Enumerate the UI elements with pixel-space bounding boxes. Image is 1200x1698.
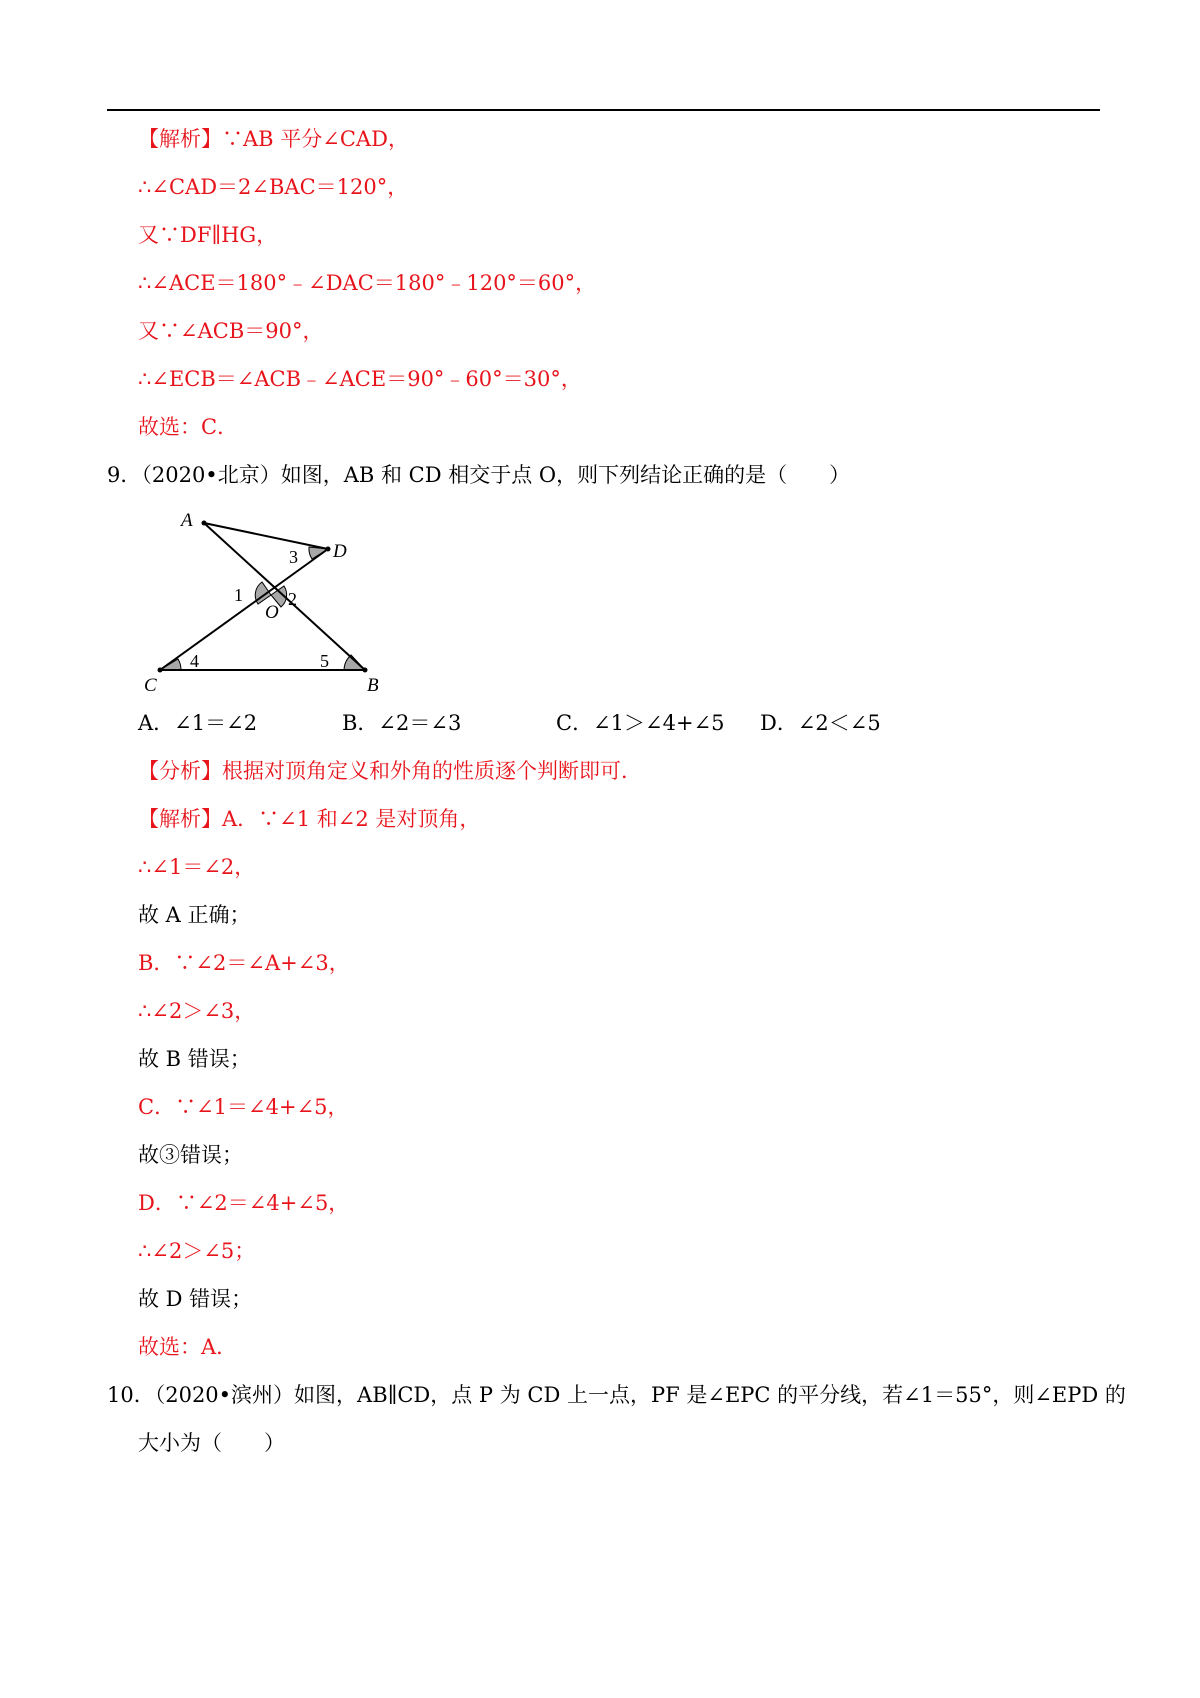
label-D: D: [333, 541, 347, 562]
label-angle-2: 2: [288, 589, 297, 609]
solution-tag: 【解析】: [138, 127, 222, 151]
question-10-stem-continued: 大小为（ ）: [138, 1431, 285, 1455]
solution-line: ∴∠CAD＝2∠BAC＝120°，: [138, 175, 409, 199]
solution-line: ∴∠2＞∠5；: [138, 1239, 256, 1263]
solution-line: D．∵∠2＝∠4+∠5，: [138, 1191, 350, 1215]
solution-line: 故 D 错误；: [138, 1287, 253, 1311]
solution-line: B．∵∠2＝∠A+∠3，: [138, 951, 350, 975]
analysis-line: [138, 756, 642, 786]
header-rule: [107, 109, 1100, 111]
point-A: [202, 521, 207, 526]
solution-line: 故 B 错误；: [138, 1047, 251, 1071]
solution-line: 又∵∠ACB＝90°，: [138, 319, 324, 343]
segment-CD: [160, 549, 328, 670]
label-C: C: [144, 675, 157, 695]
option-a: A．∠1＝∠2: [138, 711, 258, 735]
solution-line: ∴∠ECB＝∠ACB﹣∠ACE＝90°﹣60°＝30°，: [138, 367, 582, 391]
analysis-tag: 【分析】: [138, 759, 222, 783]
label-angle-3: 3: [289, 547, 298, 567]
solution-text: ∵AB 平分∠CAD，: [222, 127, 409, 151]
solution-line: ∴∠1＝∠2，: [138, 855, 256, 879]
label-angle-1: 1: [234, 585, 243, 605]
option-b: B．∠2＝∠3: [342, 711, 462, 735]
solution-line: 故 A 正确；: [138, 903, 251, 927]
question-10-stem: 10．（2020•滨州）如图，AB∥CD，点 P 为 CD 上一点，PF 是∠EPC 的平分线，若∠1＝55°，则∠EPD 的: [107, 1383, 1126, 1407]
answer-line: 故选：A．: [138, 1335, 238, 1359]
segment-AD: [204, 523, 328, 549]
option-c: C．∠1＞∠4+∠5: [556, 711, 725, 735]
label-O: O: [265, 602, 279, 623]
solution-line: ∴∠ACE＝180°﹣∠DAC＝180°﹣120°＝60°，: [138, 271, 597, 295]
option-d: D．∠2＜∠5: [760, 711, 881, 735]
label-angle-5: 5: [320, 651, 329, 671]
label-angle-4: 4: [190, 651, 199, 671]
analysis-text: 根据对顶角定义和外角的性质逐个判断即可．: [222, 759, 642, 783]
label-A: A: [181, 510, 193, 531]
solution-tag: 【解析】: [138, 807, 222, 831]
solution-text: A．∵∠1 和∠2 是对顶角，: [222, 807, 481, 831]
solution-line: 又∵DF∥HG，: [138, 223, 278, 247]
solution-line: [138, 124, 409, 154]
solution-line: 故③错误；: [138, 1143, 243, 1167]
point-D: [326, 547, 331, 552]
solution-line: C．∵∠1＝∠4+∠5，: [138, 1095, 349, 1119]
geometry-figure: [135, 505, 395, 695]
answer-line: 故选：C．: [138, 415, 239, 439]
point-C: [158, 668, 163, 673]
label-B: B: [367, 675, 379, 695]
question-9-stem: 9．（2020•北京）如图，AB 和 CD 相交于点 O，则下列结论正确的是（ ）: [107, 463, 851, 487]
point-B: [363, 668, 368, 673]
solution-line: ∴∠2＞∠3，: [138, 999, 256, 1023]
solution-line: [138, 804, 480, 834]
